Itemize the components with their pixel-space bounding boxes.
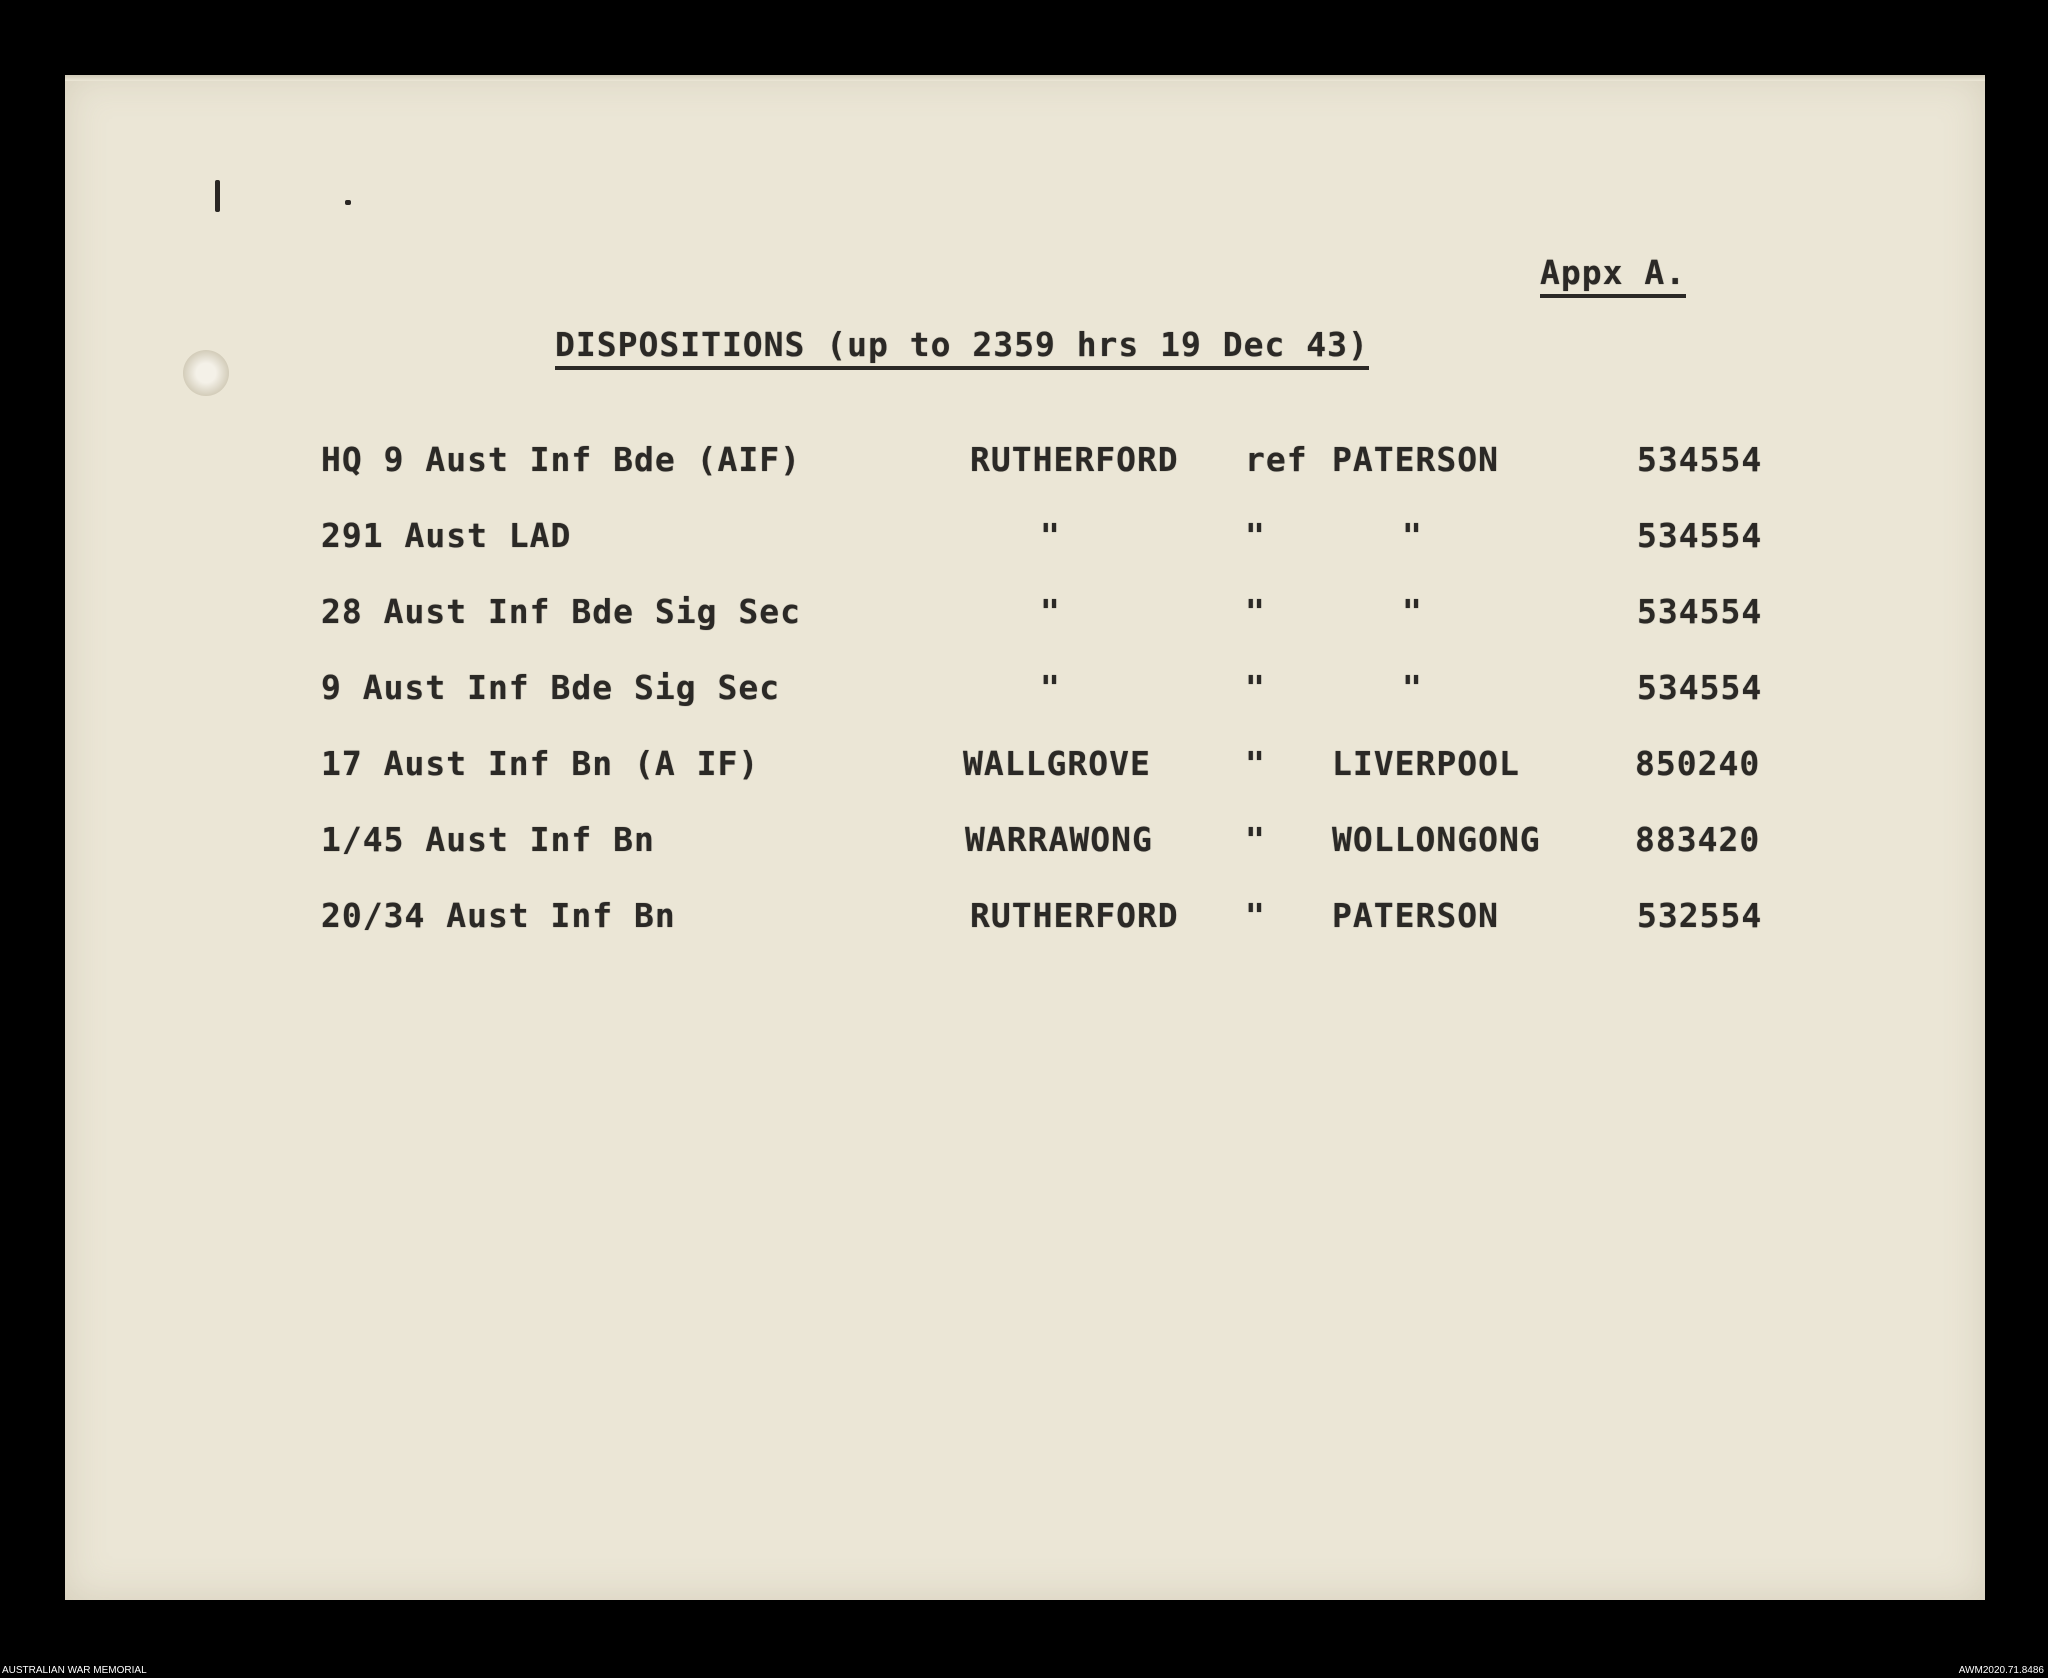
unit-cell: 9 Aust Inf Bde Sig Sec	[321, 668, 781, 707]
grid-cell: 534554	[1637, 668, 1763, 707]
footer-accession-number: AWM2020.71.8486	[1958, 1665, 2044, 1676]
location-cell: "	[1040, 592, 1061, 631]
location-cell: RUTHERFORD	[970, 440, 1179, 479]
grid-cell: 850240	[1635, 744, 1761, 783]
grid-cell: 532554	[1637, 896, 1763, 935]
table-row	[65, 668, 1985, 728]
map-cell: PATERSON	[1332, 440, 1499, 479]
table-row	[65, 440, 1985, 500]
table-row	[65, 820, 1985, 880]
ref-cell: "	[1245, 896, 1266, 935]
document-page	[65, 75, 1985, 1600]
location-cell: "	[1040, 668, 1061, 707]
unit-cell: HQ 9 Aust Inf Bde (AIF)	[321, 440, 801, 479]
grid-cell: 883420	[1635, 820, 1761, 859]
table-row	[65, 592, 1985, 652]
map-cell: "	[1402, 668, 1423, 707]
ref-cell: "	[1245, 516, 1266, 555]
unit-cell: 17 Aust Inf Bn (A IF)	[321, 744, 760, 783]
grid-cell: 534554	[1637, 440, 1763, 479]
appendix-label: Appx A.	[1540, 253, 1686, 298]
staple-mark	[215, 180, 220, 212]
page-title: DISPOSITIONS (up to 2359 hrs 19 Dec 43)	[555, 325, 1369, 370]
table-row	[65, 896, 1985, 956]
unit-cell: 291 Aust LAD	[321, 516, 572, 555]
ref-cell: ref	[1245, 440, 1308, 479]
paper-edge	[65, 75, 1985, 81]
map-cell: WOLLONGONG	[1332, 820, 1541, 859]
footer-credit: AUSTRALIAN WAR MEMORIAL	[2, 1665, 147, 1676]
map-cell: "	[1402, 592, 1423, 631]
unit-cell: 1/45 Aust Inf Bn	[321, 820, 655, 859]
location-cell: "	[1040, 516, 1061, 555]
ref-cell: "	[1245, 668, 1266, 707]
ref-cell: "	[1245, 820, 1266, 859]
map-cell: PATERSON	[1332, 896, 1499, 935]
ref-cell: "	[1245, 744, 1266, 783]
punch-hole	[183, 350, 229, 396]
location-cell: WALLGROVE	[963, 744, 1151, 783]
table-row	[65, 516, 1985, 576]
grid-cell: 534554	[1637, 516, 1763, 555]
location-cell: WARRAWONG	[965, 820, 1153, 859]
location-cell: RUTHERFORD	[970, 896, 1179, 935]
unit-cell: 20/34 Aust Inf Bn	[321, 896, 676, 935]
ref-cell: "	[1245, 592, 1266, 631]
table-row	[65, 744, 1985, 804]
unit-cell: 28 Aust Inf Bde Sig Sec	[321, 592, 801, 631]
map-cell: "	[1402, 516, 1423, 555]
ink-speck	[345, 200, 351, 205]
map-cell: LIVERPOOL	[1332, 744, 1520, 783]
grid-cell: 534554	[1637, 592, 1763, 631]
